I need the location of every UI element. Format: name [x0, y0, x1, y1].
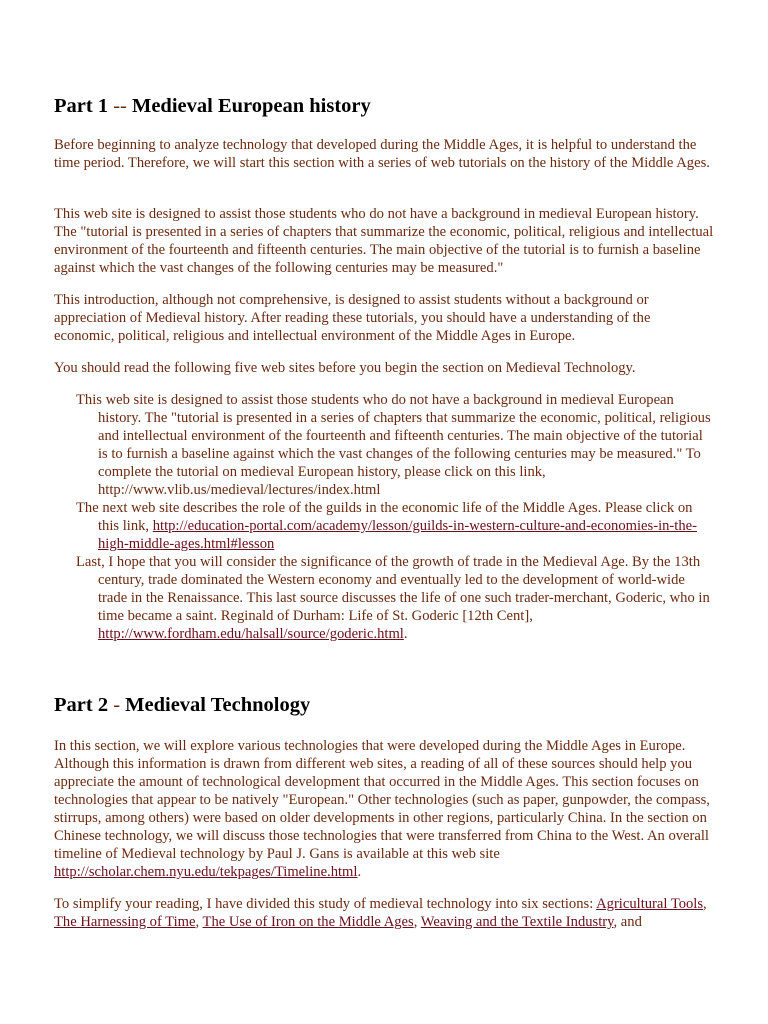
part2-heading-title: Medieval Technology — [125, 694, 311, 716]
part1-heading-title: Medieval European history — [131, 95, 371, 117]
use-of-iron-link[interactable]: The Use of Iron on the Middle Ages — [202, 914, 414, 930]
part1-paragraph-tutorial-description: This web site is designed to assist those students who do not have a background in medieval European history. The "tutorial is presented in a series of chapters that summarize the economic, political, religious and intellectual environment of the fourteenth and fifteenth centuries. The main objective of the tutorial is to furnish a baseline against which the vast changes of the following centuries may be measured." — [54, 206, 714, 276]
part1-paragraph-intro: Before beginning to analyze technology that developed during the Middle Ages, it is helpful to understand the time period. Therefore, we will start this section with a series of web tutorials on the history of the Middle Ages. — [54, 137, 710, 171]
web-sites-list — [76, 391, 714, 643]
part1-heading-separator: -- — [108, 95, 132, 117]
list-item — [76, 499, 714, 553]
part1-paragraph-reading-instruction: You should read the following five web sites before you begin the section on Medieval Technology. — [54, 360, 636, 376]
guilds-lesson-link[interactable]: http://education-portal.com/academy/lesson/guilds-in-western-culture-and-economies-in-the-high-middle-ages.html#lesson — [98, 518, 697, 552]
part2-heading — [54, 692, 310, 718]
part2-paragraph-intro — [54, 737, 714, 881]
part2-heading-prefix: Part 2 — [54, 694, 109, 716]
site-2-text: The next web site describes the role of the guilds in the economic life of the Middle Ages. Please click on this link, — [76, 500, 693, 534]
weaving-textile-link[interactable]: Weaving and the Textile Industry — [420, 914, 614, 930]
part2-intro-period: . — [357, 864, 362, 880]
agricultural-tools-link[interactable]: Agricultural Tools — [596, 896, 704, 912]
timeline-link[interactable]: http://scholar.chem.nyu.edu/tekpages/Timeline.html — [54, 864, 358, 880]
site-1-text: This web site is designed to assist those students who do not have a background in medieval European history. The "tutorial is presented in a series of chapters that summarize the economic, political, religious and intellectual environment of the fourteenth and fifteenth centuries. The main objective of the tutorial is to furnish a baseline against which the vast changes of the following centuries may be measured." To complete the tutorial on medieval European history, please click on this link, http://www.vlib.us/medieval/lectures/index.html — [76, 392, 711, 498]
part2-paragraph-sections — [54, 895, 714, 931]
site-3-text: Last, I hope that you will consider the significance of the growth of trade in the Medieval Age. By the 13th century, trade dominated the Western economy and eventually led to the development of world-wide trade in the Renaissance. This last source discusses the life of one such trader-merchant, Goderic, who in time became a saint. Reginald of Durham: Life of St. Goderic [12th Cent], — [76, 554, 710, 624]
part1-paragraph-introduction-note: This introduction, although not comprehensive, is designed to assist students without a background or appreciation of Medieval history. After reading these tutorials, you should have a understanding of the economic, political, religious and intellectual environment of the Middle Ages in Europe. — [54, 292, 651, 344]
harnessing-of-time-link[interactable]: The Harnessing of Time — [54, 914, 196, 930]
part1-heading-prefix: Part 1 — [54, 95, 109, 117]
list-item — [76, 553, 714, 643]
goderic-source-link[interactable]: http://www.fordham.edu/halsall/source/goderic.html — [98, 626, 404, 642]
part1-heading — [54, 93, 371, 119]
sections-intro-text: To simplify your reading, I have divided this study of medieval technology into six sections: — [54, 896, 597, 912]
sections-tail-text: , and — [613, 914, 642, 930]
list-item — [76, 391, 714, 499]
site-3-period: . — [403, 626, 408, 642]
section-separator: , — [413, 914, 421, 930]
section-separator: , — [703, 896, 707, 912]
part2-heading-separator: - — [108, 694, 126, 716]
section-separator: , — [195, 914, 203, 930]
part2-intro-text: In this section, we will explore various technologies that were developed during the Middle Ages in Europe. Although this information is drawn from different web sites, a reading of all of these sources should help you appreciate the amount of technological development that occurred in the Middle Ages. This section focuses on technologies that appear to be natively "European." Other technologies (such as paper, gunpowder, the compass, stirrups, among others) were based on older developments in other regions, particularly China. In the section on Chinese technology, we will discuss those technologies that were transferred from China to the West. An overall timeline of Medieval technology by Paul J. Gans is available at this web site — [54, 738, 710, 862]
